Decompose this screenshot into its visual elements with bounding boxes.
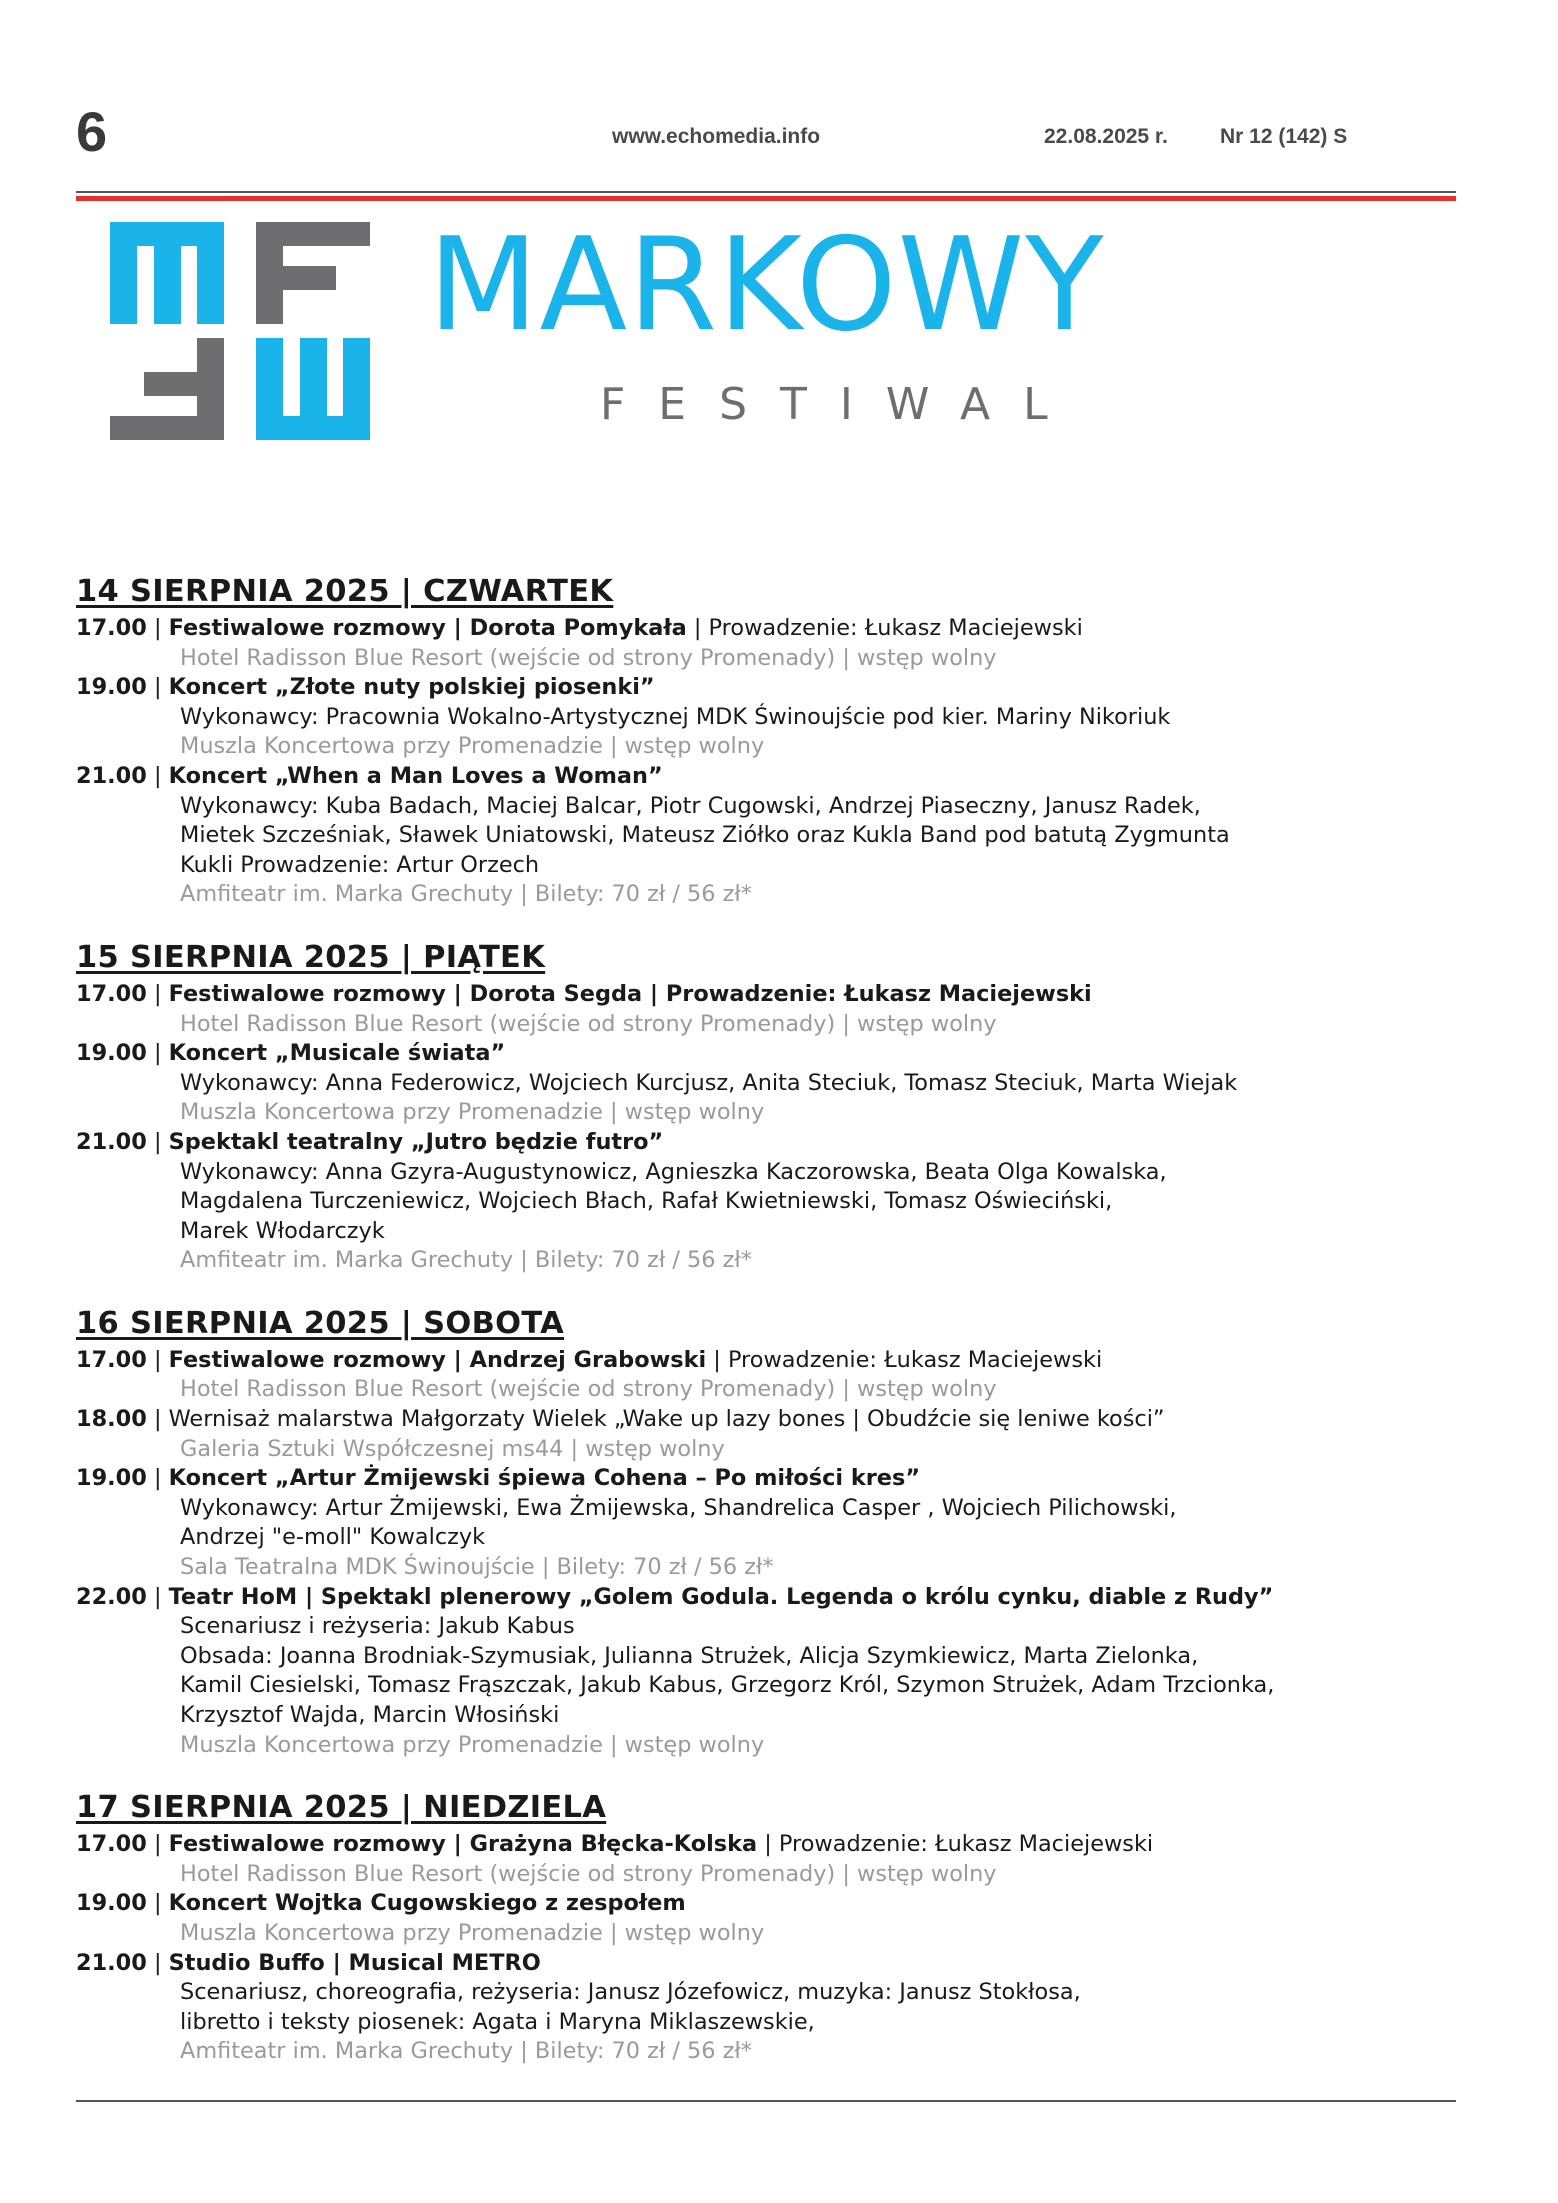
event-separator: | <box>146 1831 169 1858</box>
event-venue: Sala Teatralna MDK Świnoujście | Bilety: 70 zł / 56 zł* <box>180 1554 774 1581</box>
event-body <box>169 1346 1496 1376</box>
event-separator: | <box>146 1583 169 1610</box>
event-title: Festiwalowe rozmowy | Dorota Segda | Prowadzenie: Łukasz Maciejewski <box>168 980 1092 1007</box>
event-separator: | <box>146 674 169 701</box>
event-row <box>76 980 1496 1010</box>
event-detail: Wykonawcy: Anna Gzyra-Augustynowicz, Agnieszka Kaczorowska, Beata Olga Kowalska, <box>180 1158 1167 1185</box>
event-row <box>76 1128 1496 1158</box>
event-time: 17.00 <box>76 980 147 1007</box>
event-row <box>76 1464 1496 1494</box>
day-section <box>76 1788 1496 2067</box>
event-title-line <box>169 1583 1496 1613</box>
event-row <box>76 1583 1496 1613</box>
event-title-rest: Wernisaż malarstwa Małgorzaty Wielek „Wake up lazy bones | Obudźcie się leniwe kości” <box>168 1406 1165 1433</box>
event-venue: Amfiteatr im. Marka Grechuty | Bilety: 70 zł / 56 zł* <box>180 1247 752 1274</box>
event-venue: Muszla Koncertowa przy Promenadzie | wstęp wolny <box>180 1919 765 1946</box>
brand-title: MARKOWY <box>428 211 1105 360</box>
event-body <box>169 614 1496 644</box>
event-body <box>169 1039 1496 1069</box>
event-detail: Andrzej "e-moll" Kowalczyk <box>180 1524 486 1551</box>
event-body <box>169 1464 1496 1494</box>
event-separator: | <box>146 980 169 1007</box>
event-title: Koncert Wojtka Cugowskiego z zespołem <box>168 1890 686 1917</box>
event-separator: | <box>146 1890 169 1917</box>
day-section <box>76 572 1496 910</box>
event-title: Festiwalowe rozmowy | Grażyna Błęcka-Kolska <box>168 1831 758 1858</box>
bottom-rule <box>76 2100 1456 2102</box>
event-venue: Muszla Koncertowa przy Promenadzie | wstęp wolny <box>180 1099 765 1126</box>
event-time: 21.00 <box>76 762 147 789</box>
event-venue: Muszla Koncertowa przy Promenadzie | wstęp wolny <box>180 1731 765 1758</box>
event-body <box>169 762 1496 792</box>
event-row <box>76 673 1496 703</box>
event-body <box>169 1128 1496 1158</box>
event-body <box>169 1949 1496 1979</box>
event-body <box>169 1405 1496 1435</box>
event-time: 19.00 <box>76 1040 147 1067</box>
event-venue: Hotel Radisson Blue Resort (wejście od strony Promenady) | wstęp wolny <box>180 1376 997 1403</box>
event-body <box>169 1830 1496 1860</box>
event-body <box>169 673 1496 703</box>
event-title-line <box>169 673 1496 703</box>
event-row <box>76 1405 1496 1435</box>
event-title: Koncert „Złote nuty polskiej piosenki” <box>168 674 655 701</box>
event-title-line <box>169 1039 1496 1069</box>
event-detail: Magdalena Turczeniewicz, Wojciech Błach, Rafał Kwietniewski, Tomasz Oświeciński, <box>180 1188 1113 1215</box>
day-heading: 14 SIERPNIA 2025 | CZWARTEK <box>76 574 614 609</box>
event-title: Koncert „Musicale świata” <box>168 1040 506 1067</box>
event-separator: | <box>146 1406 169 1433</box>
event-separator: | <box>146 615 169 641</box>
day-heading: 16 SIERPNIA 2025 | SOBOTA <box>76 1305 565 1341</box>
event-detail: Krzysztof Wajda, Marcin Włosiński <box>180 1702 560 1728</box>
event-detail: Obsada: Joanna Brodniak-Szymusiak, Julianna Strużek, Alicja Szymkiewicz, Marta Zielonka, <box>180 1642 1199 1669</box>
event-separator: | <box>146 1465 169 1492</box>
event-detail: Kukli Prowadzenie: Artur Orzech <box>180 851 540 878</box>
event-venue: Galeria Sztuki Współczesnej ms44 | wstęp wolny <box>180 1435 725 1462</box>
issue-number: Nr 12 (142) S <box>1220 125 1348 148</box>
event-title-rest: | Prowadzenie: Łukasz Maciejewski <box>706 1346 1103 1373</box>
day-heading: 15 SIERPNIA 2025 | PIĄTEK <box>76 939 546 975</box>
festival-schedule <box>76 572 1496 2095</box>
event-row <box>76 1346 1496 1376</box>
event-detail: Scenariusz i reżyseria: Jakub Kabus <box>180 1613 575 1640</box>
event-detail: Wykonawcy: Kuba Badach, Maciej Balcar, Piotr Cugowski, Andrzej Piaseczny, Janusz Radek, <box>180 792 1201 819</box>
event-time: 19.00 <box>76 1890 147 1917</box>
event-body <box>169 1889 1496 1919</box>
site-url[interactable]: www.echomedia.info <box>612 125 821 148</box>
event-title-rest: | Prowadzenie: Łukasz Maciejewski <box>757 1831 1154 1858</box>
event-detail: Mietek Szcześniak, Sławek Uniatowski, Mateusz Ziółko oraz Kukla Band pod batutą Zygmunta <box>180 822 1230 849</box>
event-title-line <box>169 980 1496 1010</box>
event-title: Studio Buffo | Musical METRO <box>168 1949 541 1976</box>
event-title-line <box>169 1889 1496 1919</box>
event-detail: Wykonawcy: Pracownia Wokalno-Artystycznej MDK Świnoujście pod kier. Mariny Nikoriuk <box>180 703 1171 730</box>
event-row <box>76 1889 1496 1919</box>
event-detail: Wykonawcy: Anna Federowicz, Wojciech Kurcjusz, Anita Steciuk, Tomasz Steciuk, Marta Wiejak <box>180 1069 1238 1096</box>
event-detail: Wykonawcy: Artur Żmijewski, Ewa Żmijewska, Shandrelica Casper , Wojciech Pilichowski, <box>180 1494 1177 1521</box>
event-title-line <box>169 1128 1496 1158</box>
event-body <box>169 1583 1496 1613</box>
day-section <box>76 1304 1496 1760</box>
event-title-line <box>169 1949 1496 1979</box>
event-time: 22.00 <box>76 1583 147 1610</box>
event-time: 19.00 <box>76 1465 147 1492</box>
event-venue: Hotel Radisson Blue Resort (wejście od strony Promenady) | wstęp wolny <box>180 644 997 671</box>
festival-logo <box>110 222 370 440</box>
header-rule <box>76 191 1456 193</box>
event-time: 17.00 <box>76 615 147 641</box>
event-separator: | <box>146 1949 169 1976</box>
brand-subtitle: FESTIWAL <box>600 379 1081 430</box>
issue-date: 22.08.2025 r. <box>1044 125 1168 148</box>
event-time: 21.00 <box>76 1128 147 1155</box>
event-title-line <box>169 1464 1496 1494</box>
event-detail: libretto i teksty piosenek: Agata i Maryna Miklaszewskie, <box>180 2008 815 2035</box>
event-row <box>76 614 1496 644</box>
event-row <box>76 762 1496 792</box>
event-body <box>169 980 1496 1010</box>
event-time: 18.00 <box>76 1406 147 1433</box>
event-row <box>76 1039 1496 1069</box>
event-separator: | <box>146 762 169 789</box>
event-title: Festiwalowe rozmowy | Andrzej Grabowski <box>168 1346 707 1373</box>
event-time: 17.00 <box>76 1831 147 1858</box>
event-title: Koncert „When a Man Loves a Woman” <box>168 762 663 789</box>
day-section <box>76 938 1496 1276</box>
event-row <box>76 1830 1496 1860</box>
event-time: 19.00 <box>76 674 147 701</box>
event-venue: Amfiteatr im. Marka Grechuty | Bilety: 70 zł / 56 zł* <box>180 2038 752 2065</box>
event-time: 17.00 <box>76 1346 147 1373</box>
event-title-rest: | Prowadzenie: Łukasz Maciejewski <box>686 615 1083 641</box>
header-accent-rule <box>76 196 1456 201</box>
event-separator: | <box>146 1128 169 1155</box>
event-title-line <box>169 1346 1496 1376</box>
event-title: Festiwalowe rozmowy | Dorota Pomykała <box>168 615 687 641</box>
page-number: 6 <box>76 100 108 163</box>
event-venue: Hotel Radisson Blue Resort (wejście od strony Promenady) | wstęp wolny <box>180 1010 997 1037</box>
event-title: Teatr HoM | Spektakl plenerowy „Golem Godula. Legenda o królu cynku, diable z Rudy” <box>168 1583 1274 1610</box>
event-venue: Amfiteatr im. Marka Grechuty | Bilety: 70 zł / 56 zł* <box>180 881 752 908</box>
event-title-line <box>169 1830 1496 1860</box>
event-venue: Hotel Radisson Blue Resort (wejście od strony Promenady) | wstęp wolny <box>180 1860 997 1887</box>
event-detail: Marek Włodarczyk <box>180 1217 385 1244</box>
event-title: Koncert „Artur Żmijewski śpiewa Cohena – Po miłości kres” <box>168 1465 921 1492</box>
event-separator: | <box>146 1346 169 1373</box>
day-heading: 17 SIERPNIA 2025 | NIEDZIELA <box>76 1790 607 1826</box>
event-row <box>76 1949 1496 1979</box>
event-detail: Scenariusz, choreografia, reżyseria: Janusz Józefowicz, muzyka: Janusz Stokłosa, <box>180 1979 1081 2006</box>
event-title: Spektakl teatralny „Jutro będzie futro” <box>168 1128 664 1155</box>
event-time: 21.00 <box>76 1949 147 1976</box>
event-detail: Kamil Ciesielski, Tomasz Frąszczak, Jakub Kabus, Grzegorz Król, Szymon Strużek, Adam Trzcionka, <box>180 1672 1275 1699</box>
event-title-line <box>169 762 1496 792</box>
event-separator: | <box>146 1040 169 1067</box>
event-venue: Muszla Koncertowa przy Promenadzie | wstęp wolny <box>180 733 765 760</box>
event-title-line <box>169 614 1496 644</box>
event-title-line <box>169 1405 1496 1435</box>
